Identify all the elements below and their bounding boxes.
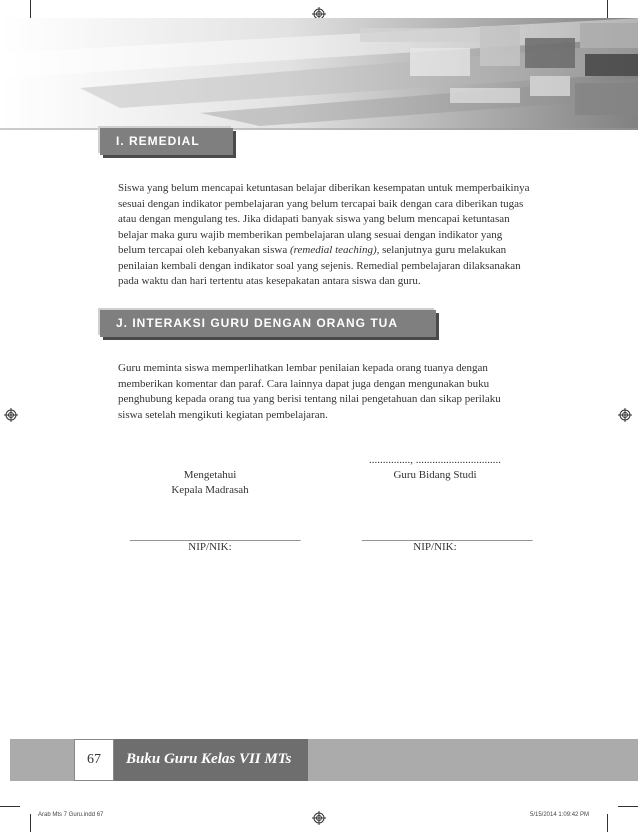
registration-mark-icon: [4, 408, 18, 422]
signature-line-right: _______________________________: [362, 530, 533, 542]
slug-timestamp: 5/15/2014 1:09:42 PM: [530, 812, 590, 818]
text-line: Siswa yang belum mencapai ketuntasan belajar diberikan kesempatan untuk memperbaikinya: [118, 182, 530, 194]
nip-left: NIP/NIK:: [188, 541, 232, 553]
remedial-paragraph: [118, 181, 543, 290]
text-line: sesuai dengan indikator pembelajaran yang belum tercapai baik dengan cara diberikan tugas: [118, 197, 524, 210]
emphasis-text: (remedial teaching),: [289, 244, 380, 256]
signer-right-role: Guru Bidang Studi: [393, 469, 477, 481]
text-line: siswa setelah mengikuti kegiatan pembelajaran.: [118, 408, 328, 421]
section-heading-remedial: [100, 128, 233, 155]
crop-mark: [607, 0, 608, 18]
crop-mark: [30, 0, 31, 18]
text-segment: selanjutnya guru melakukan: [379, 244, 507, 256]
signer-left-title: Mengetahui: [183, 469, 237, 481]
text-line: penghubung kepada orang tua yang berisi tentang nilai pengetahuan dan sikap perilaku: [118, 393, 501, 405]
book-title: Buku Guru Kelas VII MTs: [126, 751, 292, 767]
text-line: pada waktu dan hari tertentu atas kesepakatan antara siswa dan guru.: [118, 275, 421, 287]
signer-left-role: Kepala Madrasah: [171, 484, 249, 496]
date-line: ..............., ...............................: [369, 454, 501, 466]
section-heading-remedial-text: I. REMEDIAL: [116, 134, 200, 148]
text-line: [118, 243, 543, 259]
crop-mark: [30, 814, 31, 832]
page-number: 67: [74, 739, 114, 781]
crop-mark: [0, 806, 20, 807]
text-line: memberikan komentar dan paraf. Cara lainnya dapat juga dengan mengunakan buku: [118, 377, 490, 390]
crop-mark: [618, 806, 638, 807]
registration-mark-icon: [312, 811, 326, 825]
header-banner: [0, 18, 638, 130]
crop-mark: [607, 814, 608, 832]
nip-right: NIP/NIK:: [413, 541, 457, 553]
registration-mark-icon: [618, 408, 632, 422]
section-heading-interaksi: [100, 310, 436, 337]
signature-line-left: _______________________________: [130, 530, 301, 542]
slug-filename: Arab Mts 7 Guru.indd 67: [38, 812, 104, 818]
text-line: belajar maka guru wajib memberikan pembelajaran ulang sesuai dengan indikator yang: [118, 228, 503, 241]
text-line: atau dengan mengulang tes. Jika didapati banyak siswa yang belum mencapai ketuntasan: [118, 213, 510, 225]
section-heading-interaksi-text: J. INTERAKSI GURU DENGAN ORANG TUA: [116, 316, 399, 330]
text-line: Guru meminta siswa memperlihatkan lembar penilaian kepada orang tuanya dengan: [118, 362, 488, 374]
interaksi-paragraph: [118, 361, 543, 423]
text-segment: belum tercapai oleh kebanyakan siswa: [118, 244, 290, 256]
text-line: penilaian kembali dengan indikator soal yang sejenis. Remedial pembelajaran dilaksanakan: [118, 259, 521, 272]
